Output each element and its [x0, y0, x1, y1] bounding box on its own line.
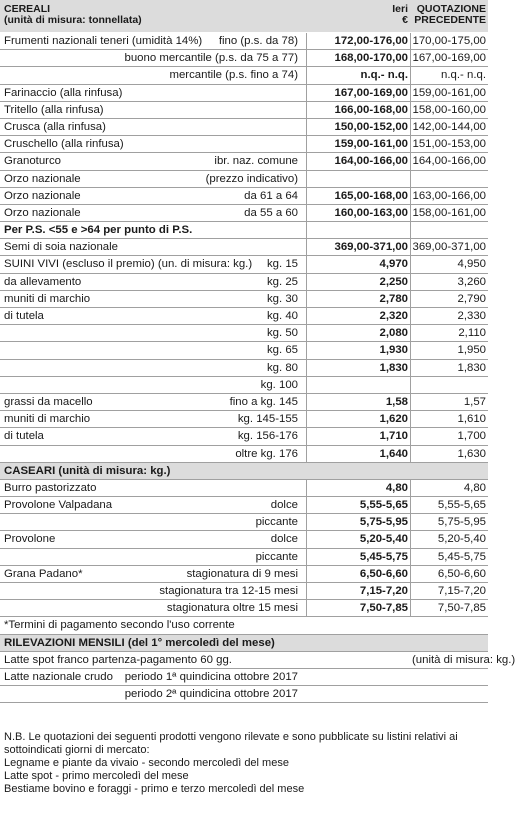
row-spec: kg. 100: [260, 378, 298, 391]
table-header: [0, 0, 488, 32]
row-ieri-value: 1,640: [379, 447, 408, 460]
column-divider: [410, 256, 411, 272]
row-spec: stagionatura tra 12-15 mesi: [159, 585, 298, 597]
row-spec: dolce: [270, 499, 298, 512]
table-row: [0, 446, 488, 463]
header-category: [4, 4, 142, 26]
column-divider: [410, 50, 411, 66]
column-divider: [410, 583, 411, 599]
header-category-unit: (unità di misura: tonnellata): [4, 14, 142, 26]
row-spec: oltre kg. 176: [235, 447, 298, 460]
header-ieri-label: Ieri: [392, 3, 408, 15]
row-precedente-value: 158,00-160,00: [412, 103, 486, 116]
table-row: [0, 85, 488, 102]
column-divider: [410, 514, 411, 530]
row-precedente-value: 4,80: [463, 481, 486, 494]
row-spec: mercantile (p.s. fino a 74): [169, 69, 298, 82]
row-precedente-value: 7,15-7,20: [437, 585, 486, 597]
row-spec: stagionatura oltre 15 mesi: [166, 602, 298, 615]
column-divider: [410, 102, 411, 118]
table-row: [0, 463, 488, 480]
column-divider: [410, 600, 411, 616]
table-row: [0, 360, 488, 377]
row-name: SUINI VIVI (escluso il premio) (un. di misura: kg.): [4, 258, 253, 271]
table-row: [0, 652, 515, 669]
column-divider: [306, 377, 307, 393]
table-row: [0, 480, 488, 497]
row-precedente-value: 158,00-161,00: [412, 206, 486, 219]
row-spec: kg. 30: [266, 292, 298, 305]
column-divider: [410, 497, 411, 513]
column-divider: [306, 67, 307, 83]
column-divider: [306, 222, 307, 238]
row-name: Provolone: [4, 533, 56, 546]
row-name: RILEVAZIONI MENSILI (del 1° mercoledì del mese): [4, 636, 275, 649]
table-body: [0, 33, 515, 703]
row-precedente-value: 4,950: [457, 258, 486, 271]
row-spec: kg. 25: [266, 275, 298, 288]
row-name: Farinaccio (alla rinfusa): [4, 86, 123, 99]
column-divider: [410, 239, 411, 255]
column-divider: [306, 394, 307, 410]
footnote-line: Bestiame bovino e foraggi - primo e terzo mercoledì del mese: [4, 783, 305, 795]
row-precedente-value: 6,50-6,60: [437, 567, 486, 580]
row-name: Cruschello (alla rinfusa): [4, 138, 124, 151]
table-row: [0, 686, 488, 703]
row-spec: ibr. naz. comune: [214, 155, 298, 168]
row-precedente-value: 159,00-161,00: [412, 86, 486, 99]
table-row: [0, 377, 488, 394]
row-ieri-value: 6,50-6,60: [359, 567, 408, 580]
row-precedente-value: 1,830: [457, 361, 486, 374]
column-divider: [306, 256, 307, 272]
row-spec: periodo 2ª quindicina ottobre 2017: [124, 688, 298, 701]
table-row: [0, 635, 488, 652]
column-divider: [410, 394, 411, 410]
row-name: CASEARI (unità di misura: kg.): [4, 464, 171, 477]
column-divider: [410, 291, 411, 307]
row-spec: kg. 50: [266, 327, 298, 340]
row-precedente-value: 167,00-169,00: [412, 52, 486, 65]
row-precedente-value: (unità di misura: kg.): [412, 653, 515, 666]
column-divider: [410, 377, 411, 393]
row-ieri-value: 2,780: [379, 292, 408, 305]
column-divider: [410, 411, 411, 427]
column-divider: [306, 446, 307, 462]
row-ieri-value: 2,320: [379, 310, 408, 322]
row-spec: stagionatura di 9 mesi: [186, 567, 298, 580]
row-name: Latte nazionale crudo: [4, 670, 113, 683]
column-divider: [410, 67, 411, 83]
column-divider: [410, 205, 411, 221]
column-divider: [306, 153, 307, 169]
column-divider: [306, 136, 307, 152]
row-ieri-value: 369,00-371,00: [334, 241, 408, 254]
header-precedente-line1: QUOTAZIONE: [416, 3, 486, 15]
header-precedente: [412, 4, 486, 26]
row-precedente-value: 5,75-5,95: [437, 516, 486, 529]
column-divider: [410, 33, 411, 49]
column-divider: [306, 583, 307, 599]
row-spec: fino a kg. 145: [229, 395, 298, 408]
column-divider: [306, 274, 307, 290]
row-spec: kg. 65: [266, 344, 298, 357]
column-divider: [306, 188, 307, 204]
row-ieri-value: 5,20-5,40: [359, 533, 408, 546]
column-divider: [306, 428, 307, 444]
row-precedente-value: 163,00-166,00: [412, 189, 486, 202]
row-ieri-value: 2,250: [379, 275, 408, 288]
column-divider: [410, 171, 411, 187]
column-divider: [306, 119, 307, 135]
row-spec: piccante: [255, 516, 298, 529]
table-row: [0, 256, 488, 273]
column-divider: [306, 411, 307, 427]
table-row: [0, 549, 488, 566]
row-ieri-value: 2,080: [379, 327, 408, 340]
column-divider: [306, 291, 307, 307]
column-divider: [306, 33, 307, 49]
column-divider: [306, 308, 307, 324]
column-divider: [410, 360, 411, 376]
column-divider: [306, 171, 307, 187]
row-precedente-value: 369,00-371,00: [412, 241, 486, 254]
row-name: Semi di soia nazionale: [4, 241, 118, 254]
table-row: [0, 566, 488, 583]
row-spec: piccante: [255, 550, 298, 563]
row-precedente-value: 142,00-144,00: [412, 120, 486, 133]
table-row: [0, 239, 488, 256]
column-divider: [306, 50, 307, 66]
column-divider: [410, 428, 411, 444]
column-divider: [306, 480, 307, 496]
row-spec: dolce: [270, 533, 298, 546]
row-spec: (prezzo indicativo): [205, 172, 298, 185]
row-ieri-value: 160,00-163,00: [334, 206, 408, 219]
table-row: [0, 188, 488, 205]
row-ieri-value: 166,00-168,00: [334, 103, 408, 116]
table-row: [0, 583, 488, 600]
row-name: Orzo nazionale: [4, 189, 81, 202]
table-row: [0, 411, 488, 428]
column-divider: [410, 342, 411, 358]
table-row: [0, 600, 488, 617]
footnote: [4, 731, 484, 796]
table-row: [0, 50, 488, 67]
column-divider: [410, 480, 411, 496]
row-precedente-value: 151,00-153,00: [412, 138, 486, 151]
row-spec: kg. 145-155: [237, 413, 298, 426]
row-precedente-value: 1,57: [463, 395, 486, 408]
row-spec: periodo 1ª quindicina ottobre 2017: [124, 670, 298, 683]
column-divider: [410, 153, 411, 169]
table-row: [0, 308, 488, 325]
row-spec: buono mercantile (p.s. da 75 a 77): [124, 52, 298, 65]
row-ieri-value: 164,00-166,00: [334, 155, 408, 168]
table-row: [0, 394, 488, 411]
column-divider: [306, 102, 307, 118]
table-row: [0, 222, 488, 239]
column-divider: [306, 325, 307, 341]
table-row: [0, 102, 488, 119]
row-precedente-value: 164,00-166,00: [412, 155, 486, 168]
column-divider: [410, 325, 411, 341]
table-row: [0, 67, 488, 84]
row-ieri-value: 167,00-169,00: [334, 86, 408, 99]
row-name: *Termini di pagamento secondo l'uso corrente: [4, 619, 235, 632]
row-spec: kg. 80: [266, 361, 298, 374]
row-ieri-value: 5,55-5,65: [359, 499, 408, 512]
table-row: [0, 325, 488, 342]
row-precedente-value: n.q.- n.q.: [441, 69, 486, 82]
row-ieri-value: 1,620: [379, 413, 408, 426]
row-name: da allevamento: [4, 275, 82, 288]
row-precedente-value: 2,790: [457, 292, 486, 305]
row-precedente-value: 170,00-175,00: [412, 35, 486, 47]
table-row: [0, 291, 488, 308]
column-divider: [410, 446, 411, 462]
row-precedente-value: 5,20-5,40: [437, 533, 486, 546]
row-ieri-value: 1,710: [379, 430, 408, 443]
column-divider: [410, 566, 411, 582]
row-precedente-value: 1,630: [457, 447, 486, 460]
column-divider: [306, 600, 307, 616]
header-currency: €: [402, 14, 408, 26]
row-name: Burro pastorizzato: [4, 481, 97, 494]
footnote-line: N.B. Le quotazioni dei seguenti prodotti vengono rilevate e sono pubblicate su listini relativi ai: [4, 731, 458, 743]
row-spec: da 55 a 60: [244, 206, 298, 219]
table-row: [0, 342, 488, 359]
column-divider: [410, 136, 411, 152]
header-ieri: [306, 4, 408, 26]
column-divider: [410, 222, 411, 238]
row-ieri-value: 159,00-161,00: [334, 138, 408, 151]
column-divider: [410, 531, 411, 547]
row-ieri-value: 150,00-152,00: [334, 120, 408, 133]
row-precedente-value: 1,610: [457, 413, 486, 426]
column-divider: [306, 566, 307, 582]
row-spec: kg. 156-176: [237, 430, 298, 443]
row-precedente-value: 5,45-5,75: [437, 550, 486, 563]
row-ieri-value: 4,970: [379, 258, 408, 271]
row-name: Provolone Valpadana: [4, 499, 113, 512]
table-row: [0, 531, 488, 548]
table-row: [0, 514, 488, 531]
row-name: muniti di marchio: [4, 413, 91, 426]
header-category-title: CEREALI: [4, 3, 51, 15]
row-name: Orzo nazionale: [4, 172, 81, 185]
row-name: Tritello (alla rinfusa): [4, 103, 104, 116]
footnote-line: sottoindicati giorni di mercato:: [4, 744, 150, 756]
table-row: [0, 119, 488, 136]
column-divider: [410, 308, 411, 324]
table-row: [0, 669, 488, 686]
table-row: [0, 617, 488, 634]
row-ieri-value: 5,45-5,75: [359, 550, 408, 563]
row-precedente-value: 1,950: [457, 344, 486, 357]
column-divider: [410, 274, 411, 290]
column-divider: [306, 342, 307, 358]
row-ieri-value: 7,15-7,20: [359, 585, 408, 597]
table-row: [0, 497, 488, 514]
column-divider: [306, 239, 307, 255]
footnote-line: Latte spot - primo mercoledì del mese: [4, 770, 189, 782]
row-name: Granoturco: [4, 155, 61, 168]
column-divider: [306, 514, 307, 530]
row-spec: kg. 15: [266, 258, 298, 271]
column-divider: [410, 549, 411, 565]
header-precedente-line2: PRECEDENTE: [414, 14, 486, 26]
row-ieri-value: 1,830: [379, 361, 408, 374]
row-precedente-value: 1,700: [457, 430, 486, 443]
column-divider: [410, 188, 411, 204]
row-name: di tutela: [4, 310, 44, 322]
table-row: [0, 153, 488, 170]
row-ieri-value: n.q.- n.q.: [360, 69, 408, 82]
row-spec: kg. 40: [266, 310, 298, 322]
row-name: Orzo nazionale: [4, 206, 81, 219]
column-divider: [306, 360, 307, 376]
row-name: Grana Padano*: [4, 567, 83, 580]
column-divider: [306, 549, 307, 565]
row-name: grassi da macello: [4, 395, 93, 408]
table-row: [0, 33, 488, 50]
table-row: [0, 274, 488, 291]
row-ieri-value: 7,50-7,85: [359, 602, 408, 615]
footnote-line: Legname e piante da vivaio - secondo mercoledì del mese: [4, 757, 289, 769]
row-precedente-value: 2,330: [457, 310, 486, 322]
row-precedente-value: 5,55-5,65: [437, 499, 486, 512]
table-row: [0, 428, 488, 445]
column-divider: [306, 531, 307, 547]
table-row: [0, 171, 488, 188]
row-ieri-value: 1,930: [379, 344, 408, 357]
column-divider: [410, 85, 411, 101]
row-ieri-value: 168,00-170,00: [334, 52, 408, 65]
row-name: muniti di marchio: [4, 292, 91, 305]
row-spec: fino (p.s. da 78): [218, 35, 298, 47]
row-ieri-value: 165,00-168,00: [334, 189, 408, 202]
table-row: [0, 205, 488, 222]
row-precedente-value: 7,50-7,85: [437, 602, 486, 615]
row-precedente-value: 3,260: [457, 275, 486, 288]
row-ieri-value: 172,00-176,00: [334, 35, 408, 47]
row-name: Frumenti nazionali teneri (umidità 14%): [4, 35, 203, 47]
row-ieri-value: 4,80: [385, 481, 408, 494]
row-name: di tutela: [4, 430, 44, 443]
row-spec: da 61 a 64: [244, 189, 298, 202]
row-name: Crusca (alla rinfusa): [4, 120, 106, 133]
column-divider: [306, 205, 307, 221]
row-name: Per P.S. <55 e >64 per punto di P.S.: [4, 224, 193, 237]
column-divider: [306, 85, 307, 101]
column-divider: [410, 119, 411, 135]
column-divider: [306, 497, 307, 513]
row-name: Latte spot franco partenza-pagamento 60 gg.: [4, 653, 232, 666]
row-precedente-value: 2,110: [458, 327, 486, 340]
row-ieri-value: 5,75-5,95: [359, 516, 408, 529]
row-ieri-value: 1,58: [385, 395, 408, 408]
table-row: [0, 136, 488, 153]
